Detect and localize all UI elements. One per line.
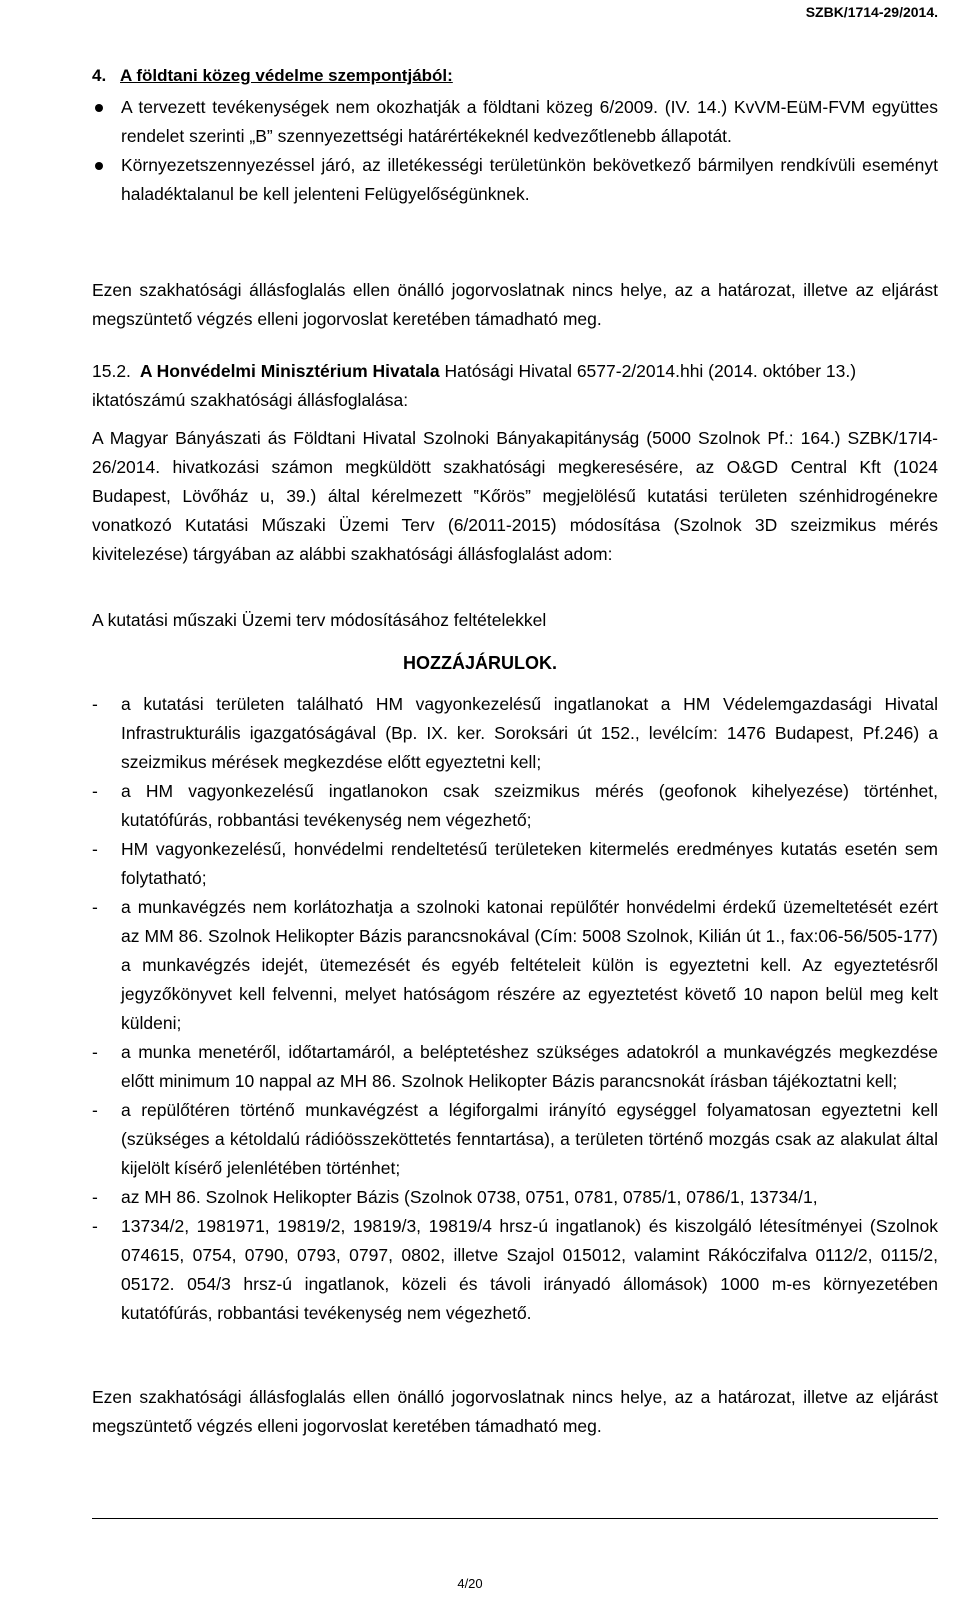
dash-icon: - bbox=[92, 897, 98, 917]
dash-icon: - bbox=[92, 1216, 98, 1236]
section-4-bullet-list bbox=[92, 93, 938, 209]
bullet-icon bbox=[95, 162, 103, 170]
dash-icon: - bbox=[92, 1100, 98, 1120]
condition-item bbox=[92, 1183, 938, 1212]
bullet-icon bbox=[95, 104, 103, 112]
section-15-2-heading bbox=[92, 357, 938, 415]
bullet-text: Környezetszennyezéssel járó, az illetékességi területünkön bekövetkező bármilyen rendkívüli eseményt haladéktalanul be kell jelenteni Felügyelőségünknek. bbox=[121, 155, 938, 204]
condition-item bbox=[92, 835, 938, 893]
bullet-item bbox=[92, 93, 938, 151]
conditions-intro: A kutatási műszaki Üzemi terv módosításához feltételekkel bbox=[92, 610, 547, 630]
dash-icon: - bbox=[92, 781, 98, 801]
footer-divider bbox=[92, 1518, 938, 1519]
condition-item bbox=[92, 1212, 938, 1328]
condition-item bbox=[92, 1038, 938, 1096]
legal-remedy-paragraph: Ezen szakhatósági állásfoglalás ellen önálló jogorvoslatnak nincs helye, az a határozat, illetve az eljárást megszüntető végzés elleni jogorvoslat keretében támadható meg. bbox=[92, 1387, 938, 1436]
condition-text: a munka menetéről, időtartamáról, a beléptetéshez szükséges adatokról a munkavégzés megkezdése előtt minimum 10 nappal az MH 86. Szolnok Helikopter Bázis parancsnokát írásban tájékoztatni kell; bbox=[121, 1042, 938, 1091]
page-number: 4/20 bbox=[457, 1576, 483, 1591]
condition-item bbox=[92, 893, 938, 1038]
condition-text: HM vagyonkezelésű, honvédelmi rendeltetésű területeken kitermelés eredményes kutatás esetén sem folytatható; bbox=[121, 839, 938, 888]
decision-title: HOZZÁJÁRULOK. bbox=[403, 653, 557, 673]
request-paragraph: A Magyar Bányászati ás Földtani Hivatal Szolnoki Bányakapitányság (5000 Szolnok Pf.: 164.) SZBK/17I4-26/2014. hivatkozási számon megküldött szakhatósági megkeresésére, az O&GD Central Kft (1024 Budapest, Lövőház u, 39.) által kérelmezett ‟Kőrös” megjelölésű kutatási területen szénhidrogénekre vonatkozó Kutatási Műszaki Üzemi Terv (6/2011-2015) módosítása (Szolnok 3D szeizmikus mérés kivitelezése) tárgyában az alábbi szakhatósági állásfoglalást adom: bbox=[92, 428, 938, 564]
section-number: 4. bbox=[92, 66, 107, 85]
authority-reference: Hatósági Hivatal 6577-2/2014.hhi (2014. október 13.) iktatószámú szakhatósági állásfoglalása: bbox=[92, 361, 857, 410]
condition-text: a repülőtéren történő munkavégzést a légiforgalmi irányító egységgel folyamatosan egyeztetni kell (szükséges a kétoldalú rádióösszeköttetés fenntartása), a területen történő mozgás csak az alakulat által kijelölt kísérő jelenlétében történhet; bbox=[121, 1100, 938, 1178]
condition-text: az MH 86. Szolnok Helikopter Bázis (Szolnok 0738, 0751, 0781, 0785/1, 0786/1, 13734/1, bbox=[121, 1187, 818, 1207]
condition-text: a kutatási területen található HM vagyonkezelésű ingatlanokat a HM Védelemgazdasági Hivatal Infrastrukturális igazgatóságával (Bp. IX. ker. Soroksári út 152., levélcím: 1476 Budapest, Pf.246) a szeizmikus mérések megkezdése előtt egyeztetni kell; bbox=[121, 694, 938, 772]
dash-icon: - bbox=[92, 1042, 98, 1062]
authority-name: A Honvédelmi Minisztérium Hivatala bbox=[139, 361, 440, 381]
condition-item bbox=[92, 1096, 938, 1183]
dash-icon: - bbox=[92, 1187, 98, 1207]
bullet-item bbox=[92, 151, 938, 209]
dash-icon: - bbox=[92, 839, 98, 859]
document-reference-number: SZBK/1714-29/2014. bbox=[805, 4, 938, 20]
dash-icon: - bbox=[92, 694, 98, 714]
section-title: A földtani közeg védelme szempontjából: bbox=[120, 66, 453, 85]
condition-text: a HM vagyonkezelésű ingatlanokon csak szeizmikus mérés (geofonok kihelyezése) történhet, kutatófúrás, robbantási tevékenység nem végezhető; bbox=[121, 781, 938, 830]
conditions-list bbox=[92, 690, 938, 1328]
section-number: 15.2. bbox=[92, 361, 131, 381]
condition-item bbox=[92, 777, 938, 835]
condition-text: a munkavégzés nem korlátozhatja a szolnoki katonai repülőtér honvédelmi érdekű üzemeltetését ezért az MM 86. Szolnok Helikopter Bázis parancsnokával (Cím: 5008 Szolnok, Kilián út 1., fax:06-56/505-177) a munkavégzés idejét, ütemezését és egyéb feltételeit külön is egyeztetni kell. Az egyeztetésről jegyzőkönyvet kell felvenni, melyet hatóságom részére az egyeztetést követő 10 napon belül meg kelt küldeni; bbox=[121, 897, 938, 1033]
condition-item bbox=[92, 690, 938, 777]
section-4-heading bbox=[92, 66, 453, 86]
bullet-text: A tervezett tevékenységek nem okozhatják a földtani közeg 6/2009. (IV. 14.) KvVM-EüM-FVM együttes rendelet szerinti „B” szennyezettségi határértékeknél kedvezőtlenebb állapotát. bbox=[121, 97, 938, 146]
legal-remedy-paragraph: Ezen szakhatósági állásfoglalás ellen önálló jogorvoslatnak nincs helye, az a határozat, illetve az eljárást megszüntető végzés elleni jogorvoslat keretében támadható meg. bbox=[92, 280, 938, 329]
condition-text: 13734/2, 1981971, 19819/2, 19819/3, 19819/4 hrsz-ú ingatlanok) és kiszolgáló létesítményei (Szolnok 074615, 0754, 0790, 0793, 0797, 0802, illetve Szajol 015012, valamint Rákóczifalva 0112/2, 0115/2, 05172. 054/3 hrsz-ú ingatlanok, közeli és távoli irányadó állomások) 1000 m-es környezetében kutatófúrás, robbantási tevékenység nem végezhető. bbox=[121, 1216, 938, 1323]
